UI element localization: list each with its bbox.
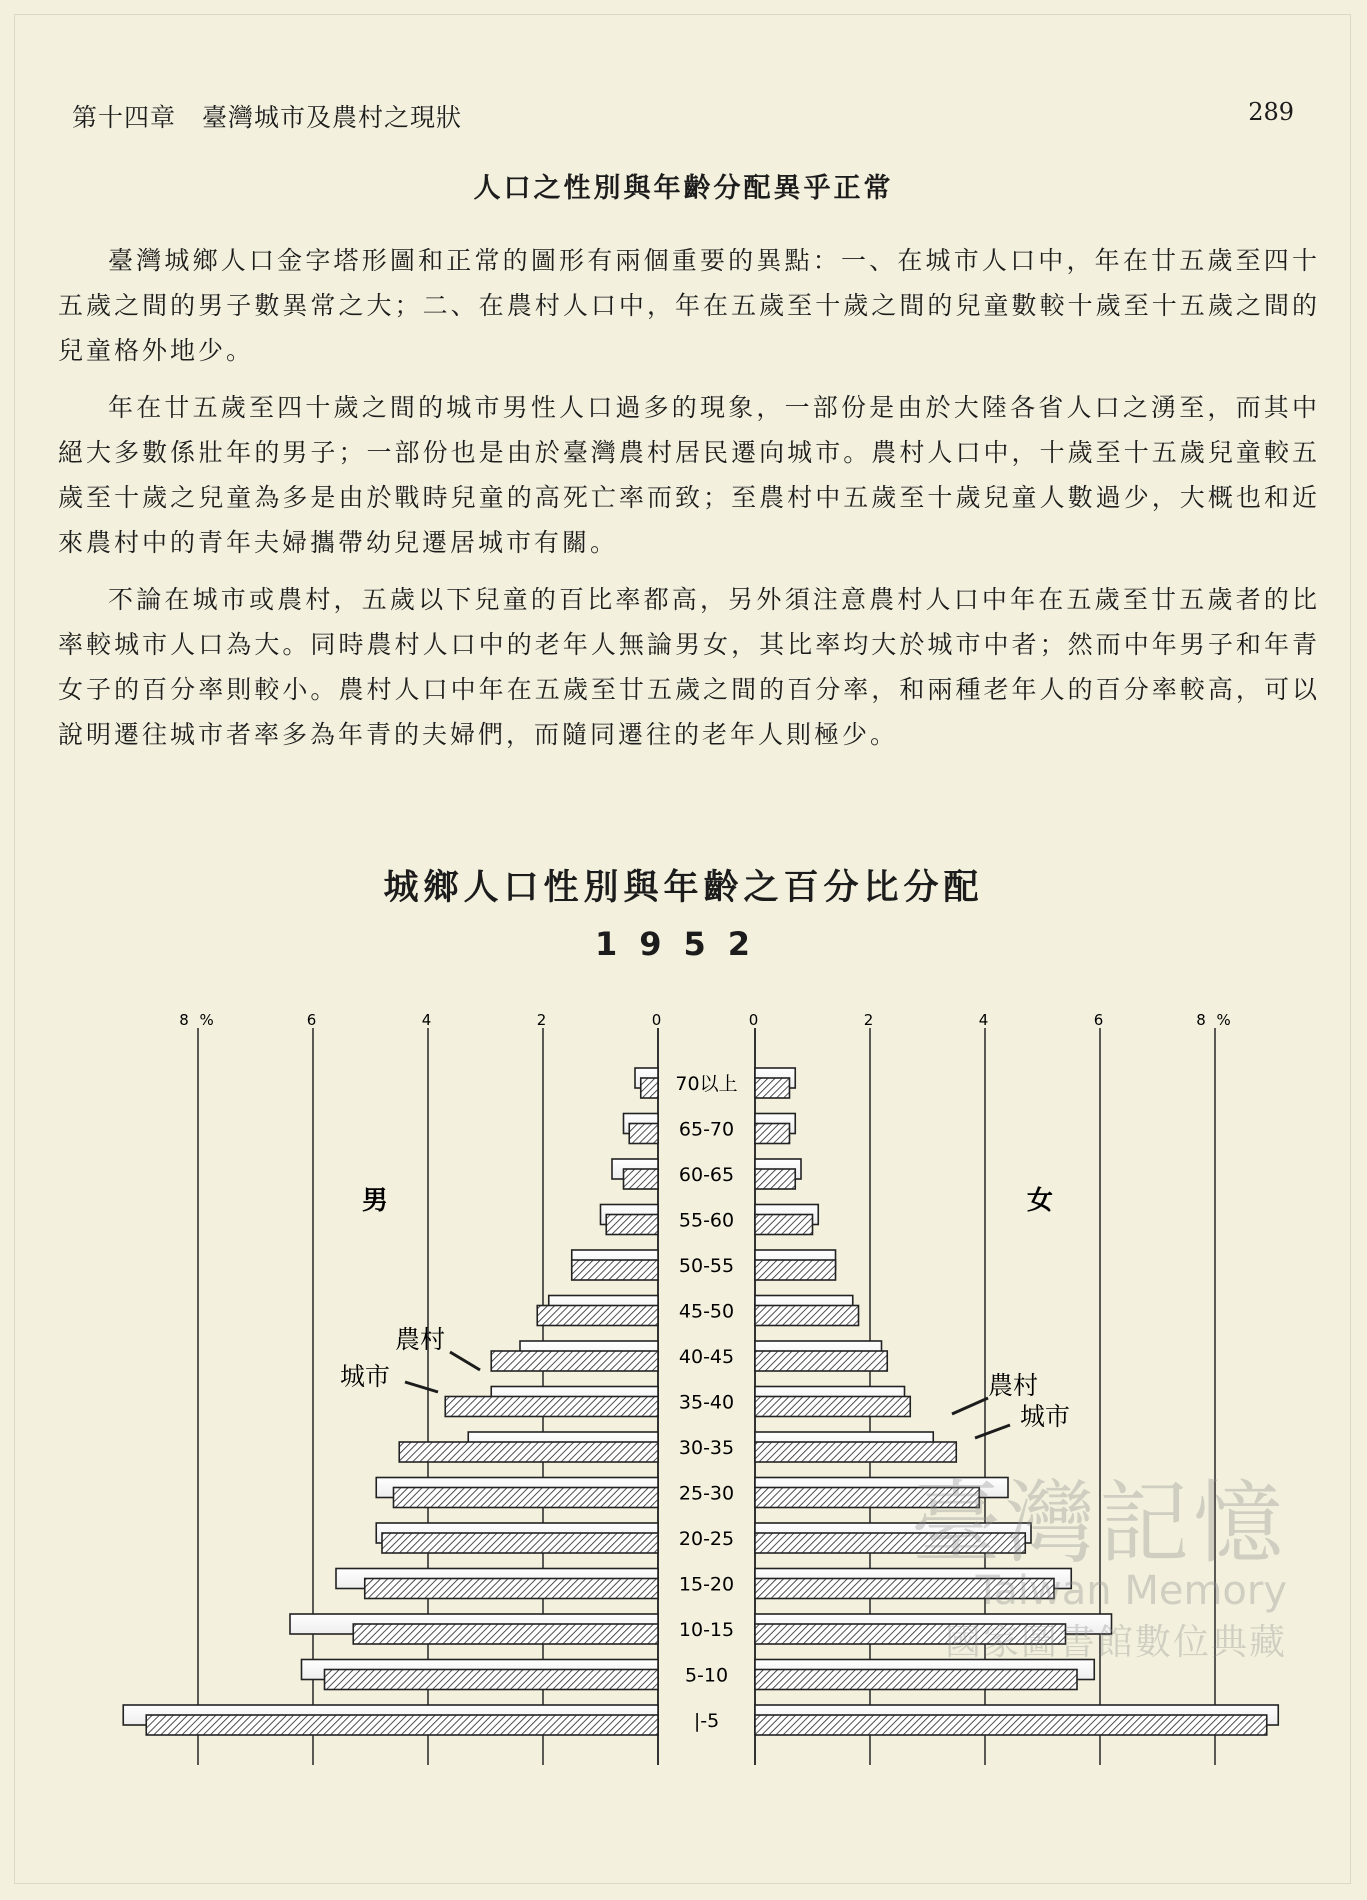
- watermark: [857, 1450, 1287, 1665]
- male-urban-bar: [641, 1078, 658, 1098]
- age-group-label: |-5: [693, 1710, 720, 1732]
- male-tick-label: 8 %: [179, 1011, 217, 1029]
- page-number: 289: [1248, 98, 1294, 126]
- paragraph-3: 不論在城市或農村，五歲以下兒童的百比率都高，另外須注意農村人口中年在五歲至廿五歲者的比率較城市人口為大。同時農村人口中的老年人無論男女，其比率均大於城市中者；然而中年男子和年青女子的百分率則較小。農村人口中年在五歲至廿五歲之間的百分率，和兩種老年人的百分率較高，可以說明遷往城市者率多為年青的夫婦們，而隨同遷往的老年人則極少。: [58, 585, 1320, 749]
- male-rural-callout: 農村: [394, 1325, 446, 1354]
- male-urban-bar: [572, 1260, 658, 1280]
- female-side-label: 女: [1026, 1186, 1054, 1216]
- male-tick-label: 4: [421, 1011, 435, 1029]
- female-urban-bar: [755, 1397, 910, 1417]
- male-urban-bar: [382, 1533, 658, 1553]
- male-urban-bar: [325, 1670, 659, 1690]
- female-tick-label: 2: [863, 1011, 877, 1029]
- male-urban-bar: [629, 1124, 658, 1144]
- female-urban-bar: [755, 1260, 836, 1280]
- female-urban-bar: [755, 1169, 795, 1189]
- age-group-label: 70以上: [675, 1073, 738, 1095]
- male-tick-label: 0: [651, 1011, 665, 1029]
- age-group-label: 40-45: [678, 1346, 735, 1368]
- female-urban-bar: [755, 1715, 1267, 1735]
- male-urban-bar: [353, 1624, 658, 1644]
- age-group-label: 45-50: [678, 1300, 735, 1323]
- female-urban-bar: [755, 1670, 1077, 1690]
- watermark-english: Taiwan Memory: [975, 1568, 1287, 1614]
- paragraph-1: 臺灣城鄉人口金字塔形圖和正常的圖形有兩個重要的異點：一、在城市人口中，年在廿五歲至四十五歲之間的男子數異常之大；二、在農村人口中，年在五歲至十歲之間的兒童數較十歲至十五歲之間的兒童格外地少。: [58, 246, 1320, 365]
- age-group-label: 65-70: [678, 1118, 735, 1141]
- chart-year: 1952: [594, 925, 773, 963]
- male-urban-bar: [606, 1215, 658, 1235]
- male-tick-label: 6: [306, 1011, 320, 1029]
- female-tick-label: 6: [1093, 1011, 1107, 1029]
- male-urban-bar: [394, 1488, 659, 1508]
- male-tick-label: 2: [536, 1011, 550, 1029]
- male-urban-bar: [146, 1715, 658, 1735]
- female-tick-label: 4: [978, 1011, 992, 1029]
- female-urban-pointer: [975, 1425, 1010, 1438]
- female-urban-bar: [755, 1078, 790, 1098]
- age-group-label: 15-20: [678, 1573, 735, 1596]
- male-urban-bar: [445, 1397, 658, 1417]
- male-urban-bar: [365, 1579, 658, 1599]
- male-urban-pointer: [405, 1382, 438, 1392]
- male-urban-callout: 城市: [339, 1362, 391, 1391]
- female-rural-pointer: [952, 1398, 988, 1414]
- male-urban-bar: [399, 1442, 658, 1462]
- female-urban-bar: [755, 1124, 790, 1144]
- age-group-label: 55-60: [678, 1209, 735, 1232]
- female-tick-label: 0: [748, 1011, 762, 1029]
- age-group-label: 60-65: [678, 1164, 735, 1186]
- age-group-label: 5-10: [684, 1664, 729, 1687]
- age-group-label: 50-55: [678, 1255, 735, 1277]
- female-tick-label: 8 %: [1196, 1011, 1234, 1029]
- age-group-label: 10-15: [678, 1619, 735, 1641]
- female-urban-bar: [755, 1215, 813, 1235]
- male-side-label: 男: [361, 1186, 389, 1216]
- chapter-heading: 第十四章 臺灣城市及農村之現狀: [72, 103, 463, 132]
- age-group-label: 35-40: [678, 1391, 735, 1414]
- female-urban-bar: [755, 1351, 887, 1371]
- age-group-label: 20-25: [678, 1528, 735, 1550]
- watermark-main: 臺灣記憶: [911, 1471, 1287, 1576]
- chart-title: 城鄉人口性別與年齡之百分比分配: [383, 868, 984, 908]
- age-group-label: 25-30: [678, 1482, 735, 1505]
- female-urban-callout: 城市: [1019, 1402, 1071, 1431]
- watermark-sub: 國家圖書館數位典藏: [944, 1622, 1287, 1663]
- female-rural-callout: 農村: [987, 1371, 1039, 1400]
- age-group-label: 30-35: [678, 1437, 735, 1459]
- section-title: 人口之性別與年齡分配異乎正常: [473, 173, 894, 204]
- male-rural-pointer: [450, 1352, 480, 1370]
- female-urban-bar: [755, 1306, 859, 1326]
- male-urban-bar: [624, 1169, 659, 1189]
- male-urban-bar: [491, 1351, 658, 1371]
- male-urban-bar: [537, 1306, 658, 1326]
- paragraph-2: 年在廿五歲至四十歲之間的城市男性人口過多的現象，一部份是由於大陸各省人口之湧至，而其中絕大多數係壯年的男子；一部份也是由於臺灣農村居民遷向城市。農村人口中，十歲至十五歲兒童較五歲至十歲之兒童為多是由於戰時兒童的高死亡率而致；至農村中五歲至十歲兒童人數過少，大概也和近來農村中的青年夫婦攜帶幼兒遷居城市有關。: [58, 393, 1320, 557]
